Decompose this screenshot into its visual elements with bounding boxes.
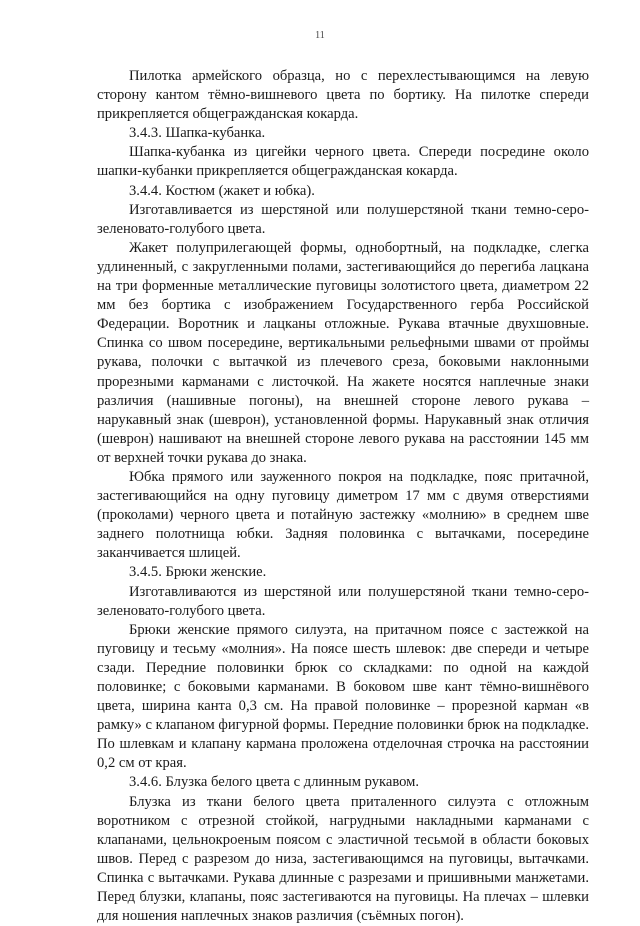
paragraph-costume-fabric: Изготавливается из шерстяной или полушерстяной ткани темно-серо-зеленовато-голубого цвета. bbox=[97, 201, 589, 237]
paragraph-trousers: Брюки женские прямого силуэта, на притачном поясе с застежкой на пуговицу и тесьму «молния». На поясе шесть шлевок: две спереди и четыре сзади. Передние половинки брюк со складками: по одной на каждой половинке; с боковыми карманами. В боковом шве кант тёмно-вишнёвого цвета, ширина канта 0,3 см. На правой половинке – прорезной карман «в рамку» с клапаном фигурной формы. Передние половинки брюк на подкладке. По шлевкам и клапану кармана проложена отделочная строчка на расстоянии 0,2 см от края. bbox=[97, 621, 589, 772]
section-heading-3-4-3: 3.4.3. Шапка-кубанка. bbox=[129, 125, 266, 142]
paragraph-jacket: Жакет полуприлегающей формы, однобортный, на подкладке, слегка удлиненный, с закругленными полами, застегивающийся до перегиба лацкана на три форменные металлические пуговицы золотистого цвета, диаметром 22 мм без бортика с изображением Государственного герба Российской Федерации. Воротник и лацканы отложные. Рукава втачные двухшовные. Спинка со швом посередине, вертикальными рельефными швами от проймы рукава, полочки с вытачкой из плечевого среза, боковыми наклонными прорезными карманами с листочкой. На жакете носятся наплечные знаки различия (нашивные погоны), на внешней стороне левого рукава – нарукавный знак (шеврон), установленной формы. Нарукавный знак отличия (шеврон) нашивают на внешней стороне левого рукава на расстоянии 145 мм от верхней точки рукава до знака. bbox=[97, 239, 589, 466]
section-heading-3-4-6: 3.4.6. Блузка белого цвета с длинным рукавом. bbox=[129, 774, 420, 791]
section-heading-3-4-4: 3.4.4. Костюм (жакет и юбка). bbox=[129, 182, 315, 199]
paragraph-kubanka: Шапка-кубанка из цигейки черного цвета. Спереди посредине около шапки-кубанки прикрепляется общегражданская кокарда. bbox=[97, 144, 589, 180]
paragraph-pilotka: Пилотка армейского образца, но с перехлестывающимся на левую сторону кантом тёмно-вишневого цвета по бортику. На пилотке спереди прикрепляется общегражданская кокарда. bbox=[97, 68, 589, 123]
paragraph-skirt: Юбка прямого или зауженного покроя на подкладке, пояс притачной, застегивающийся на одну пуговицу диметром 17 мм с двумя отверстиями (проколами) черного цвета и потайную застежку «молнию» в среднем шве заднего полотнища юбки. Задняя половинка с вытачками, посередине заканчивается шлицей. bbox=[97, 468, 589, 562]
section-heading-3-4-5: 3.4.5. Брюки женские. bbox=[129, 564, 267, 581]
paragraph-blouse: Блузка из ткани белого цвета приталенного силуэта с отложным воротником с отрезной стойкой, нагрудными накладными карманами с клапанами, цельнокроеным поясом с эластичной тесьмой в области боковых швов. Перед с разрезом до низа, застегивающимся на пуговицы, вытачками. Спинка с вытачками. Рукава длинные с разрезами и пришивными манжетами. Перед блузки, клапаны, пояс застегиваются на пуговицы. На плечах – шлевки для ношения наплечных знаков различия (съёмных погон). bbox=[97, 793, 589, 925]
page-number: 11 bbox=[315, 30, 325, 41]
paragraph-trousers-fabric: Изготавливаются из шерстяной или полушерстяной ткани темно-серо-зеленовато-голубого цвета. bbox=[97, 583, 589, 619]
body-text bbox=[97, 67, 589, 926]
